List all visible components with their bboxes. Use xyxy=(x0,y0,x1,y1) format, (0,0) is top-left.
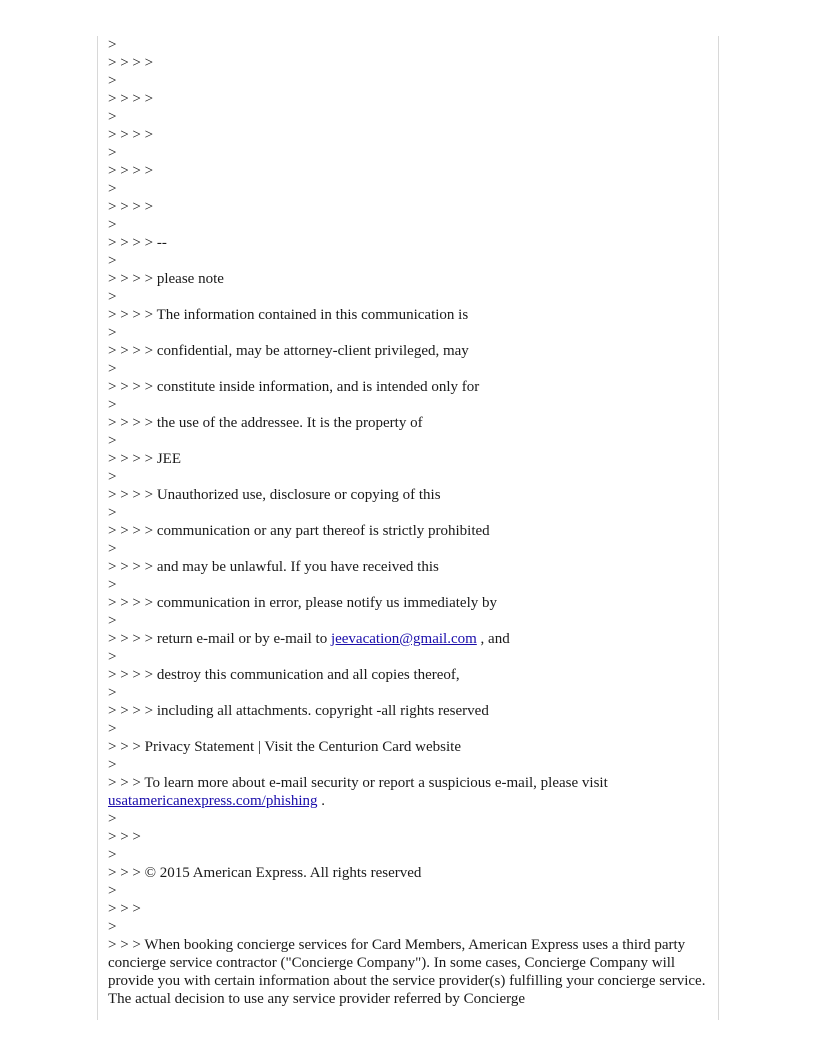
quoted-line: > > > > communication in error, please notify us immediately by xyxy=(108,595,497,611)
quoted-line: > xyxy=(108,217,117,233)
quoted-line: > xyxy=(108,505,117,521)
quoted-line: > xyxy=(108,685,117,701)
quoted-line: > > > > please note xyxy=(108,271,224,287)
quoted-line: > > > > xyxy=(108,91,154,107)
quoted-line: > > > > and may be unlawful. If you have received this xyxy=(108,559,439,575)
quoted-line: > xyxy=(108,253,117,269)
quoted-line: > > > xyxy=(108,829,141,845)
quoted-line: > > > > xyxy=(108,199,154,215)
quoted-line: > xyxy=(108,649,117,665)
email-body xyxy=(108,36,708,1008)
quoted-line: > xyxy=(108,397,117,413)
quoted-line: > xyxy=(108,37,117,53)
quoted-line: > > > > constitute inside information, and is intended only for xyxy=(108,379,480,395)
quoted-line: > xyxy=(108,289,117,305)
quoted-line: > > > > communication or any part thereof is strictly prohibited xyxy=(108,523,490,539)
quoted-line: > > > > xyxy=(108,163,154,179)
security-line xyxy=(108,774,708,810)
quoted-line: > > > xyxy=(108,901,141,917)
security-line-prefix: > > > To learn more about e-mail security or report a suspicious e-mail, please visit xyxy=(108,775,612,791)
quoted-line: > > > Privacy Statement | Visit the Centurion Card website xyxy=(108,739,461,755)
quoted-lines-top xyxy=(108,36,708,630)
quoted-line: > > > > -- xyxy=(108,235,167,251)
email-link[interactable]: jeevacation@gmail.com xyxy=(330,631,477,647)
quoted-line: > xyxy=(108,919,117,935)
quoted-line: > > > > xyxy=(108,55,154,71)
quoted-line: > > > > destroy this communication and all copies thereof, xyxy=(108,667,460,683)
quoted-line: > xyxy=(108,577,117,593)
quoted-line: > xyxy=(108,361,117,377)
quoted-line: > > > > JEE xyxy=(108,451,182,467)
email-page xyxy=(97,36,719,1020)
quoted-line: > > > > the use of the addressee. It is the property of xyxy=(108,415,423,431)
concierge-paragraph: > > > When booking concierge services for Card Members, American Express uses a third party concierge service contractor ("Concierge Company"). In some cases, Concierge Company will provide you with certain information about the service provider(s) fulfilling your concierge service. The actual decision to use any service provider referred by Concierge xyxy=(108,937,706,1007)
return-email-line xyxy=(108,630,708,648)
quoted-line: > xyxy=(108,325,117,341)
quoted-line: > > > > The information contained in this communication is xyxy=(108,307,469,323)
quoted-lines-bottom xyxy=(108,810,708,936)
phishing-link[interactable]: usatamericanexpress.com/phishing xyxy=(108,793,318,809)
quoted-line: > xyxy=(108,541,117,557)
quoted-line: > > > © 2015 American Express. All rights reserved xyxy=(108,865,422,881)
quoted-lines-middle xyxy=(108,648,708,774)
quoted-line: > xyxy=(108,181,117,197)
quoted-line: > xyxy=(108,469,117,485)
quoted-line: > > > > Unauthorized use, disclosure or copying of this xyxy=(108,487,441,503)
quoted-line: > xyxy=(108,811,117,827)
quoted-line: > xyxy=(108,721,117,737)
quoted-line: > > > > including all attachments. copyright -all rights reserved xyxy=(108,703,489,719)
quoted-line: > xyxy=(108,847,117,863)
security-line-suffix: . xyxy=(317,793,326,809)
quoted-line: > > > > confidential, may be attorney-client privileged, may xyxy=(108,343,469,359)
quoted-line: > xyxy=(108,757,117,773)
return-line-suffix: , and xyxy=(476,631,510,647)
quoted-line: > xyxy=(108,613,117,629)
return-line-prefix: > > > > return e-mail or by e-mail to xyxy=(108,631,331,647)
quoted-line: > xyxy=(108,883,117,899)
quoted-line: > xyxy=(108,73,117,89)
quoted-line: > xyxy=(108,433,117,449)
quoted-line: > > > > xyxy=(108,127,154,143)
quoted-line: > xyxy=(108,109,117,125)
quoted-line: > xyxy=(108,145,117,161)
